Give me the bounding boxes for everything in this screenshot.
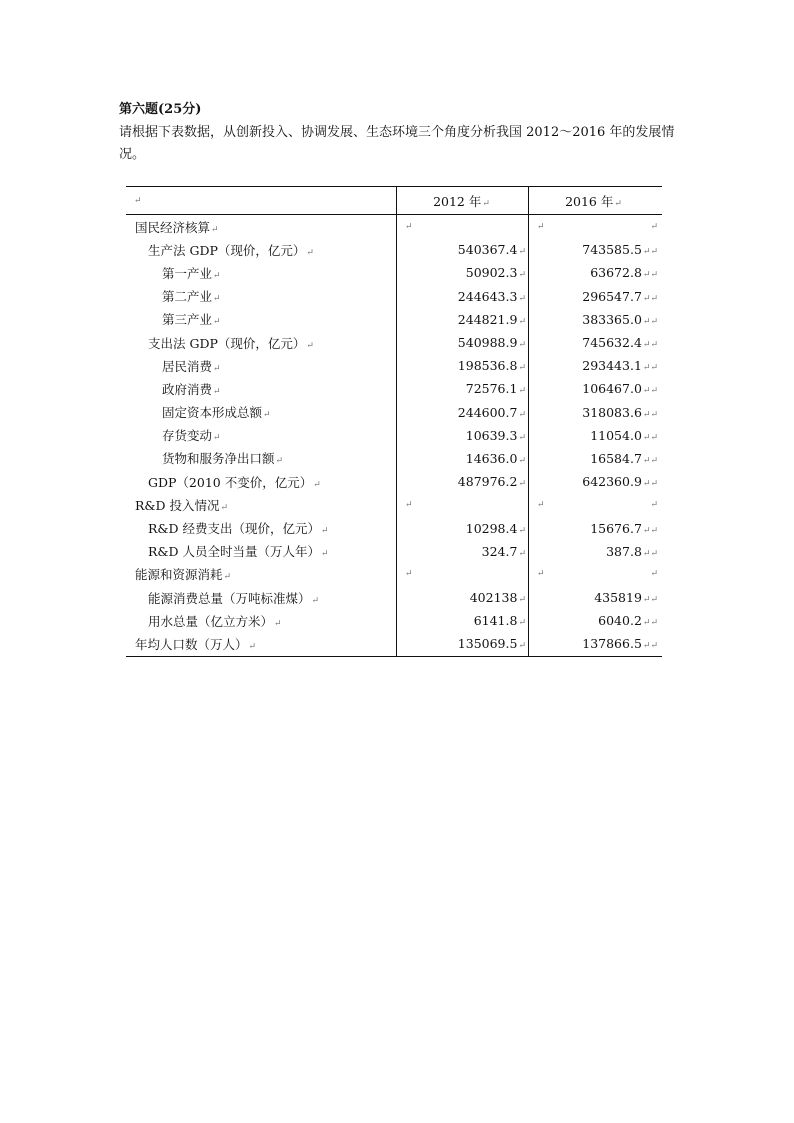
table-row (126, 308, 662, 331)
value-2016: 296547.7↵↵ (529, 285, 663, 308)
table-header-row (126, 187, 662, 215)
row-label: 货物和服务净出口额↵ (162, 451, 284, 467)
row-label: 能源消费总量（万吨标准煤）↵ (148, 590, 320, 606)
table-row (126, 447, 662, 470)
value-2012: 324.7↵ (397, 540, 529, 563)
table-row (126, 377, 662, 400)
table-row (126, 331, 662, 354)
value-2012: 135069.5↵ (397, 632, 529, 656)
value-2012: 14636.0↵ (397, 447, 529, 470)
value-2012: 244643.3↵ (397, 285, 529, 308)
table-row (126, 424, 662, 447)
data-table (126, 186, 662, 657)
row-label: 支出法 GDP（现价，亿元）↵ (148, 335, 314, 351)
table-row (126, 563, 662, 586)
row-label: R&D 投入情况↵ (135, 497, 229, 513)
value-2016: 743585.5↵↵ (529, 238, 663, 261)
value-2016: 435819↵↵ (529, 586, 663, 609)
value-2016: ↵ ↵ (529, 563, 663, 586)
value-2016: 293443.1↵↵ (529, 354, 663, 377)
table-row (126, 632, 662, 656)
header-2016: 2016 年↵ (529, 187, 663, 215)
value-2016: 15676.7↵↵ (529, 516, 663, 539)
value-2012: 244600.7↵ (397, 401, 529, 424)
question-intro: 请根据下表数据，从创新投入、协调发展、生态环境三个角度分析我国 2012～2016 年的发展情况。 (119, 125, 675, 162)
value-2012: 50902.3↵ (397, 261, 529, 284)
header-empty-cell: ↵ (126, 187, 397, 215)
row-label: 年均人口数（万人）↵ (126, 632, 397, 656)
table-row (126, 470, 662, 493)
value-2012: 487976.2↵ (397, 470, 529, 493)
value-2012: 402138↵ (397, 586, 529, 609)
value-2012: 540988.9↵ (397, 331, 529, 354)
value-2012: 540367.4↵ (397, 238, 529, 261)
value-2016: ↵ ↵ (529, 215, 663, 239)
row-label: 政府消费↵ (162, 381, 221, 397)
row-label: 存货变动↵ (162, 428, 221, 444)
value-2016: 6040.2↵↵ (529, 609, 663, 632)
table-row (126, 285, 662, 308)
value-2012: 10298.4↵ (397, 516, 529, 539)
value-2012: 10639.3↵ (397, 424, 529, 447)
row-label: 用水总量（亿立方米）↵ (148, 613, 282, 629)
value-2012: 198536.8↵ (397, 354, 529, 377)
row-label: R&D 经费支出（现价，亿元）↵ (148, 521, 329, 537)
row-label: 国民经济核算↵ (135, 219, 219, 235)
table-row (126, 215, 662, 239)
value-2016: 383365.0↵↵ (529, 308, 663, 331)
table-row (126, 540, 662, 563)
value-2016: 642360.9↵↵ (529, 470, 663, 493)
value-2012: ↵ (397, 215, 529, 239)
value-2016: 137866.5↵↵ (529, 632, 663, 656)
row-label: 第一产业↵ (162, 265, 221, 281)
table-row (126, 586, 662, 609)
row-label: R&D 人员全时当量（万人年）↵ (148, 544, 329, 560)
value-2016: 63672.8↵↵ (529, 261, 663, 284)
table-row (126, 401, 662, 424)
table-row (126, 238, 662, 261)
row-label: 第三产业↵ (162, 312, 221, 328)
value-2016: 16584.7↵↵ (529, 447, 663, 470)
value-2012: 6141.8↵ (397, 609, 529, 632)
row-label: 能源和资源消耗↵ (135, 567, 232, 583)
value-2016: 318083.6↵↵ (529, 401, 663, 424)
value-2016: 106467.0↵↵ (529, 377, 663, 400)
value-2012: ↵ (397, 493, 529, 516)
header-2012: 2012 年↵ (397, 187, 529, 215)
row-label: 第二产业↵ (162, 289, 221, 305)
value-2016: ↵ ↵ (529, 493, 663, 516)
value-2016: 387.8↵↵ (529, 540, 663, 563)
value-2012: 244821.9↵ (397, 308, 529, 331)
value-2012: ↵ (397, 563, 529, 586)
value-2016: 11054.0↵↵ (529, 424, 663, 447)
table-row (126, 493, 662, 516)
row-label: 居民消费↵ (162, 358, 221, 374)
question-title: 第六题(25分) (119, 102, 202, 117)
row-label: 固定资本形成总额↵ (162, 405, 271, 421)
value-2016: 745632.4↵↵ (529, 331, 663, 354)
table-row (126, 609, 662, 632)
value-2012: 72576.1↵ (397, 377, 529, 400)
row-label: 生产法 GDP（现价，亿元）↵ (148, 242, 314, 258)
table-row (126, 261, 662, 284)
row-label: GDP（2010 不变价，亿元）↵ (148, 474, 321, 490)
table-row (126, 354, 662, 377)
table-row (126, 516, 662, 539)
